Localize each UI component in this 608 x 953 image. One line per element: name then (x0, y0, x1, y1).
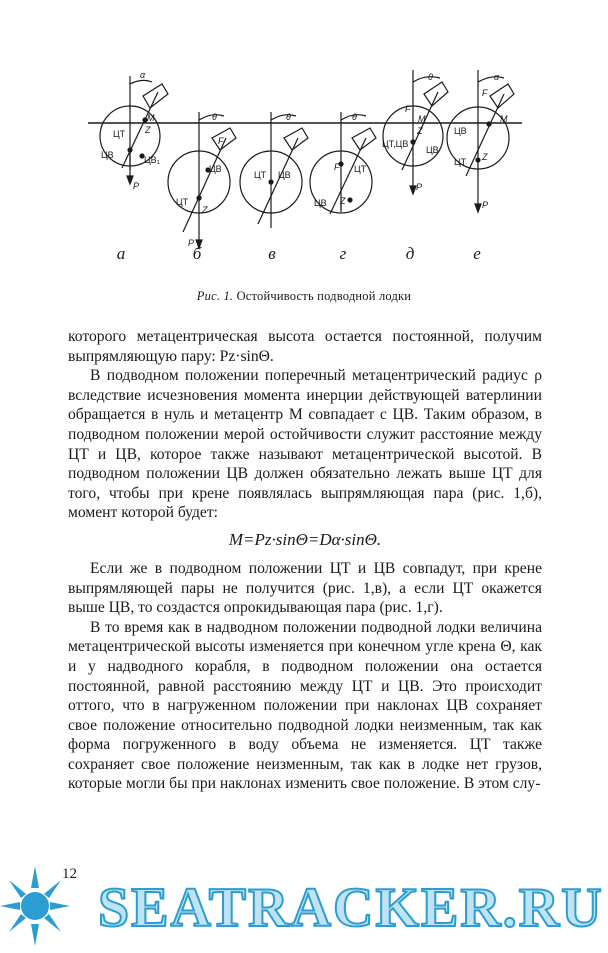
alpha-label-e: α (494, 72, 500, 82)
alpha-label-a: α (140, 70, 146, 80)
ct-label-b: ЦТ (176, 197, 189, 207)
p-label-b: P (188, 238, 195, 248)
caption-number: Рис. 1. (196, 289, 234, 303)
figure-label-v: в (268, 244, 276, 263)
sun-logo-icon (0, 858, 70, 948)
f-label-d: F (405, 104, 411, 114)
figure-label-e: е (473, 244, 481, 263)
cv-label-e: ЦВ (454, 126, 467, 136)
figure-caption (0, 289, 608, 304)
cv-label-a: ЦВ (101, 150, 114, 160)
cv-label-d: ЦВ (426, 145, 439, 155)
paragraph-3: Если же в подводном положении ЦТ и ЦВ совпадут, при крене выпрямляющей пары не получится (рис. 1,в), а если ЦТ окажется выше ЦВ, то создастся опрокидывающая пара (рис. 1,г). (68, 559, 542, 617)
z-label-e: Z (482, 152, 488, 162)
theta-label-d: θ (428, 72, 433, 82)
z-label-g: Z (340, 196, 346, 206)
z-label-b: Z (202, 205, 208, 215)
paragraph-4: В то время как в надводном положении подводной лодки величина метацентрической высоты изменяется при конечном угле крена Θ, как и у надводного корабля, в подводном положении она остается постоянной, равной расстоянию между ЦТ и ЦВ. Это происходит оттого, что в нагруженном положении при наклонах ЦВ сохраняет свое положение относительно подводной лодки неизменным, так как форма погруженного в воду объема не изменяется. ЦТ также сохраняет свое положение неизменным, так как в лодке нет грузов, которые могли бы при наклонах изменить свое положение. В этом слу- (68, 618, 542, 793)
m-label-e: M (500, 114, 508, 124)
ct-label-e: ЦТ (454, 157, 467, 167)
cv1-label-a: ЦВ₁ (144, 155, 160, 165)
figure-label-b: б (192, 244, 202, 263)
figure-label-a: а (116, 244, 126, 263)
ct-label-g: ЦТ (354, 164, 367, 174)
p-label-a: P (133, 181, 140, 191)
f-label-e: F (482, 88, 488, 98)
watermark: SEATRACKER.RU (98, 877, 604, 939)
caption-text: Остойчивость подводной лодки (236, 289, 412, 303)
p-label-e: P (482, 200, 489, 210)
f-label-g: F (334, 162, 340, 172)
m-label-d: M (418, 114, 426, 124)
diagram-a (100, 76, 168, 184)
page-number: 12 (62, 866, 77, 882)
diagram-v (240, 112, 308, 228)
formula: M=Pz·sinΘ=Dα·sinΘ. (228, 529, 382, 549)
paragraph-2: В подводном положении поперечный метацентрический радиус ρ вследствие исчезновения момента инерции действующей ватерлинии обращается в нуль и метацентр M совпадает с ЦВ. Таким образом, в подводном положении мерой остойчивости служит расстояние между ЦТ и ЦВ, которое также называют метацентрической высотой. В подводном положении ЦВ должен обязательно лежать выше ЦТ для того, чтобы при крене появлялась выпрямляющая пара (рис. 1,б), момент которой будет: (68, 367, 542, 522)
figure-label-d: д (405, 244, 415, 263)
z-label-a: Z (145, 125, 151, 135)
theta-label-v: θ (286, 112, 291, 122)
ctcv-label-d: ЦТ,ЦВ (382, 139, 409, 149)
cv-label-g: ЦВ (314, 198, 327, 208)
body-text (68, 327, 542, 794)
diagram-b (168, 112, 236, 248)
diagram-d (383, 70, 448, 194)
diagram-e (447, 70, 514, 212)
z-label-d: Z (417, 126, 423, 136)
stability-diagram (0, 0, 608, 280)
m-label-a: M (147, 113, 155, 123)
f-label-b: F (218, 136, 224, 146)
p-label-d: P (416, 182, 423, 192)
paragraph-1: которого метацентрическая высота остается постоянной, получим выпрямляющую пару: Pz·sinΘ. (68, 328, 542, 365)
ct-label-v: ЦТ (254, 170, 267, 180)
theta-label-g: θ (352, 112, 357, 122)
theta-label-b: θ (212, 112, 217, 122)
figure-label-g: г (339, 244, 347, 263)
cv-label-v: ЦВ (278, 170, 291, 180)
ct-label-a: ЦТ (113, 129, 126, 139)
cv-label-b: ЦВ (209, 164, 222, 174)
